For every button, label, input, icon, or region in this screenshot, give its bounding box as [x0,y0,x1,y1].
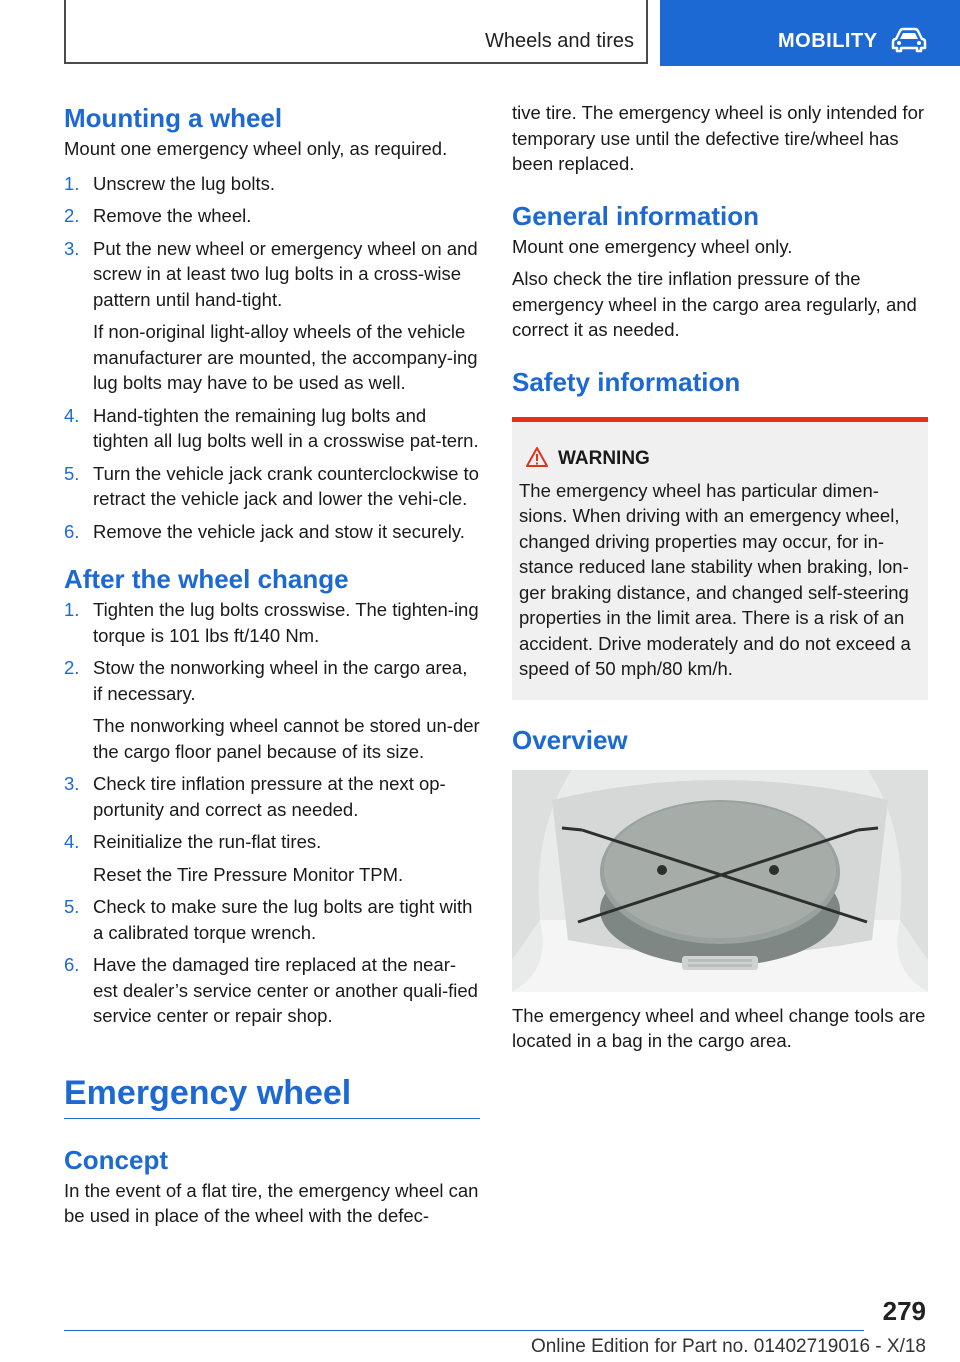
step-number: 3. [64,237,80,259]
overview-heading: Overview [512,724,628,755]
step-number: 3. [64,773,80,794]
list-item [64,203,480,229]
step-number: 5. [64,896,80,917]
footer-rule [64,1330,864,1331]
step-text: Reinitialize the run-flat tires. [93,831,322,852]
footer-edition: Online Edition for Part no. 01402719016 - X/18 [530,1336,926,1357]
step-number: 1. [64,172,80,194]
warning-triangle-icon [525,446,549,468]
header-chapter-tab[interactable] [660,0,960,66]
cargo-area-emergency-wheel-illustration [512,770,928,992]
list-item [64,829,480,887]
step-text: Turn the vehicle jack crank counterclockwise to retract the vehicle jack and lower the vehi-cle. [93,462,479,509]
header-chapter-title: MOBILITY [778,30,878,52]
step-number: 4. [64,404,80,426]
emergency-wheel-heading: Emergency wheel [64,1073,352,1112]
warning-text: The emergency wheel has particular dimen-sions. When driving with an emergency wheel, changed driving properties may occur, for in-stance reduced lane stability when braking, lon-ger braking distance, and changed self-steering properties in the limit area. There is a risk of an accident. Drive moderately and do not exceed a speed of 50 mph/80 km/h. [519,479,911,679]
list-item [64,655,480,764]
warning-label: WARNING [558,447,650,469]
warning-box [512,417,928,700]
list-item [64,403,480,454]
warning-header [519,446,921,472]
step-note: If non-original light-alloy wheels of the vehicle manufacturer are mounted, the accompany-ing lug bolts may have to be used as well. [93,321,478,393]
step-text: Tighten the lug bolts crosswise. The tighten-ing torque is 101 lbs ft/140 Nm. [93,599,479,646]
left-column [64,100,480,1229]
mounting-heading: Mounting a wheel [64,103,283,133]
step-text: Check tire inflation pressure at the next op-portunity and correct as needed. [93,773,446,820]
step-text: Hand-tighten the remaining lug bolts and tighten all lug bolts well in a crosswise pat-tern. [93,404,479,451]
list-item [64,171,480,197]
list-item [64,461,480,512]
list-item [64,519,480,545]
step-text: Check to make sure the lug bolts are tight with a calibrated torque wrench. [93,896,473,943]
step-note: The nonworking wheel cannot be stored un-der the cargo floor panel because of its size. [93,715,480,762]
general-paragraph-2: Also check the tire inflation pressure of the emergency wheel in the cargo area regularly, and correct it as needed. [512,268,917,340]
step-text: Put the new wheel or emergency wheel on and screw in at least two lug bolts in a cross-wise pattern until hand-tight. [93,237,478,310]
step-text: Remove the wheel. [93,205,252,226]
header-section-box [64,0,648,64]
list-item [64,894,480,945]
step-text: Unscrew the lug bolts. [93,172,276,194]
step-text: Remove the vehicle jack and stow it securely. [93,520,465,542]
step-text: Have the damaged tire replaced at the near-est dealer’s service center or another quali-fied service center or repair shop. [93,954,478,1026]
step-number: 1. [64,599,80,620]
list-item [64,236,480,396]
list-item [64,771,480,822]
step-number: 5. [64,462,80,484]
after-change-heading: After the wheel change [64,564,349,594]
step-note: Reset the Tire Pressure Monitor TPM. [93,863,404,885]
step-number: 6. [64,954,80,975]
list-item [64,952,480,1029]
step-number: 2. [64,205,80,226]
safety-information-heading: Safety information [512,366,741,397]
concept-heading: Concept [64,1144,168,1175]
concept-text-continued: tive tire. The emergency wheel is only intended for temporary use until the defective tire/wheel has been replaced. [512,102,925,174]
car-icon [890,27,928,53]
right-column [512,100,928,1054]
page-number: 279 [882,1296,926,1326]
step-number: 6. [64,520,80,542]
mounting-steps [64,171,480,545]
after-change-steps [64,597,480,1029]
list-item [64,597,480,648]
step-text: Stow the nonworking wheel in the cargo area, if necessary. [93,657,468,704]
overview-caption: The emergency wheel and wheel change tools are located in a bag in the cargo area. [512,1004,926,1051]
general-paragraph-1: Mount one emergency wheel only. [512,235,793,257]
concept-text: In the event of a flat tire, the emergency wheel can be used in place of the wheel with the defec- [64,1179,479,1226]
heading-rule [64,1118,480,1119]
header-section-title: Wheels and tires [485,30,634,52]
step-number: 2. [64,657,80,678]
general-information-heading: General information [512,200,760,231]
mounting-intro: Mount one emergency wheel only, as required. [64,138,448,159]
step-number: 4. [64,831,80,852]
